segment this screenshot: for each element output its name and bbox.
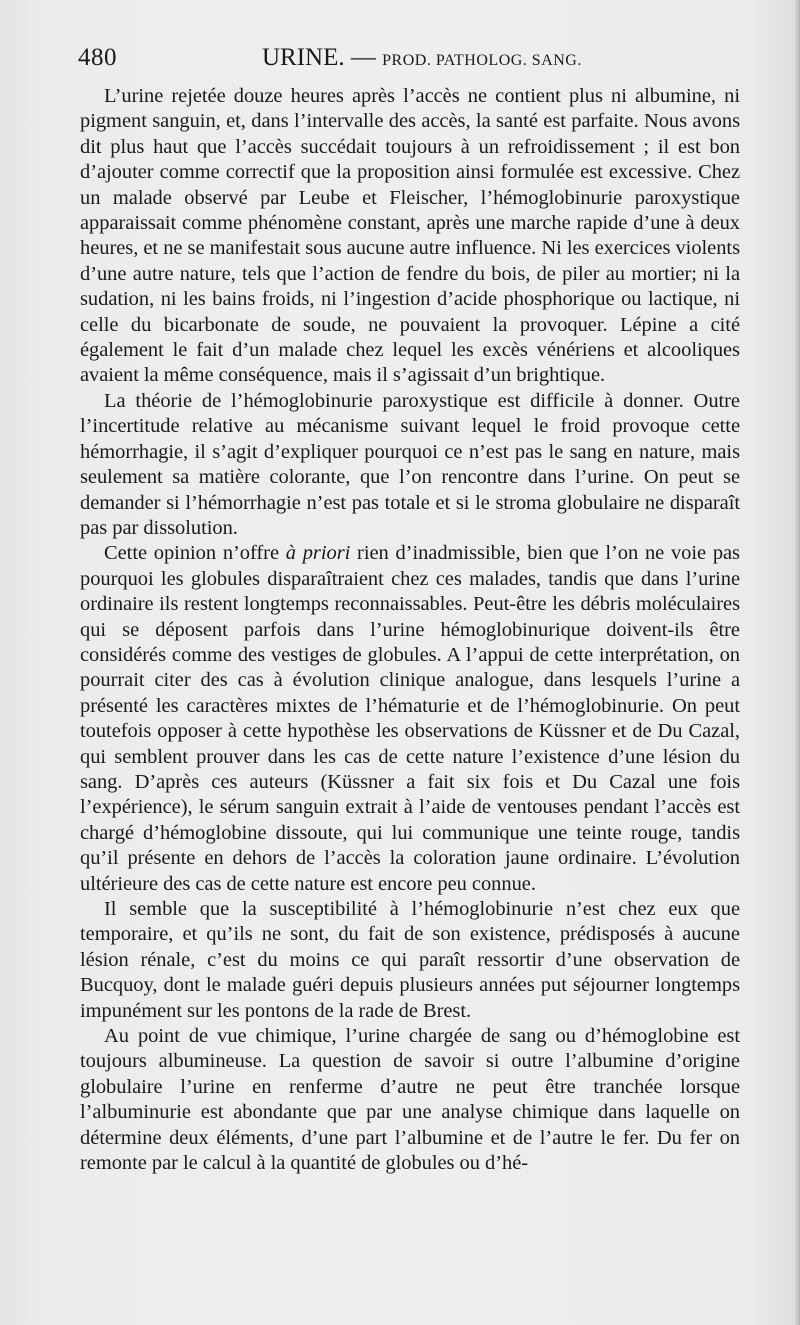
running-title-dash: — — [350, 44, 376, 71]
paragraph-1: L’urine rejetée douze heures après l’accès ne contient plus ni albumine, ni pigment sanguin, et, dans l’intervalle des accès, la santé est parfaite. Nous avons dit plus haut que l’accès succédait toujours à un refroidissement ; il est bon d’ajouter comme correctif que la proposition ainsi formulée est excessive. Chez un malade observé par Leube et Fleischer, l’hémoglobinurie paroxystique apparaissait comme phénomène constant, après une marche rapide d’une à deux heures, et ne se manifestait sous aucune autre influence. Ni les exercices violents d’une autre nature, tels que l’action de fendre du bois, de piler au mortier; ni la sudation, ni les bains froids, ni l’ingestion d’acide phosphorique ou lactique, ni celle du bicarbonate de soude, ne pouvaient la provoquer. Lépine a cité également le fait d’un malade chez lequel les excès vénériens et alcooliques avaient la même conséquence, mais il s’agissait d’un brightique. — [80, 85, 740, 387]
paragraph-3-rest: rien d’inadmissible, bien que l’on ne voie pas pourquoi les globules disparaîtraient chez ces malades, tandis que dans l’urine ordinaire ils restent longtemps reconnaissables. Peut-être les débris moléculaires qui se déposent parfois dans l’urine hémoglobinurique doivent-ils être considérés comme des vestiges de globules. A l’appui de cette interprétation, on pourrait citer des cas à évolution clinique analogue, dans lesquels l’urine a présenté les caractères mixtes de l’hématurie et de l’hémoglobinurie. On peut toutefois opposer à cette hypothèse les observations de Küssner et de Du Cazal, qui semblent prouver dans les cas de cette nature l’existence d’une lésion du sang. D’après ces auteurs (Küssner a fait six fois et Du Cazal une fois l’expérience), le sérum sanguin extrait à l’aide de ventouses pendant l’accès est chargé d’hémoglobine dissoute, qui lui communique une teinte rouge, tandis qu’il présente en dehors de l’accès la coloration jaune ordinaire. L’évolution ultérieure des cas de cette nature est encore peu connue. — [80, 542, 740, 895]
paragraph-2: La théorie de l’hémoglobinurie paroxystique est difficile à donner. Outre l’incertitude relative au mécanisme suivant lequel le froid provoque cette hémorrhagie, il s’agit d’expliquer pourquoi ce n’est pas le sang en nature, mais seulement sa matière colorante, que l’on rencontre dans l’urine. On peut se demander si l’hémorrhagie n’est pas totale et si le stroma globulaire ne disparaît pas par dissolution. — [80, 389, 740, 539]
page-body — [80, 84, 740, 1176]
page-number: 480 — [78, 44, 117, 71]
paragraph-5: Au point de vue chimique, l’urine chargée de sang ou d’hémoglobine est toujours albumineuse. La question de savoir si outre l’albumine d’origine globulaire l’urine en renferme d’autre ne peut être tranchée lorsque l’albuminurie est abondante que par une analyse chimique dans laquelle on détermine deux éléments, d’une part l’albumine et de l’autre le fer. Du fer on remonte par le calcul à la quantité de globules ou d’hé- — [80, 1025, 740, 1175]
running-title-sub: PROD. PATHOLOG. SANG. — [382, 52, 582, 69]
running-title-main: URINE. — [262, 44, 345, 71]
running-title — [262, 44, 582, 72]
page-edge-shadow — [794, 0, 800, 1325]
paragraph-3 — [80, 541, 740, 897]
paragraph-4: Il semble que la susceptibilité à l’hémoglobinurie n’est chez eux que temporaire, et qu’ils ne sont, du fait de son existence, prédisposés à aucune lésion rénale, c’est du moins ce qui paraît ressortir d’une observation de Bucquoy, dont le malade guéri depuis plusieurs années put séjourner longtemps impunément sur les pontons de la rade de Brest. — [80, 898, 740, 1022]
running-header — [78, 44, 738, 78]
paragraph-3-start: Cette opinion n’offre — [104, 542, 286, 565]
paragraph-3-italic: à priori — [285, 542, 351, 565]
